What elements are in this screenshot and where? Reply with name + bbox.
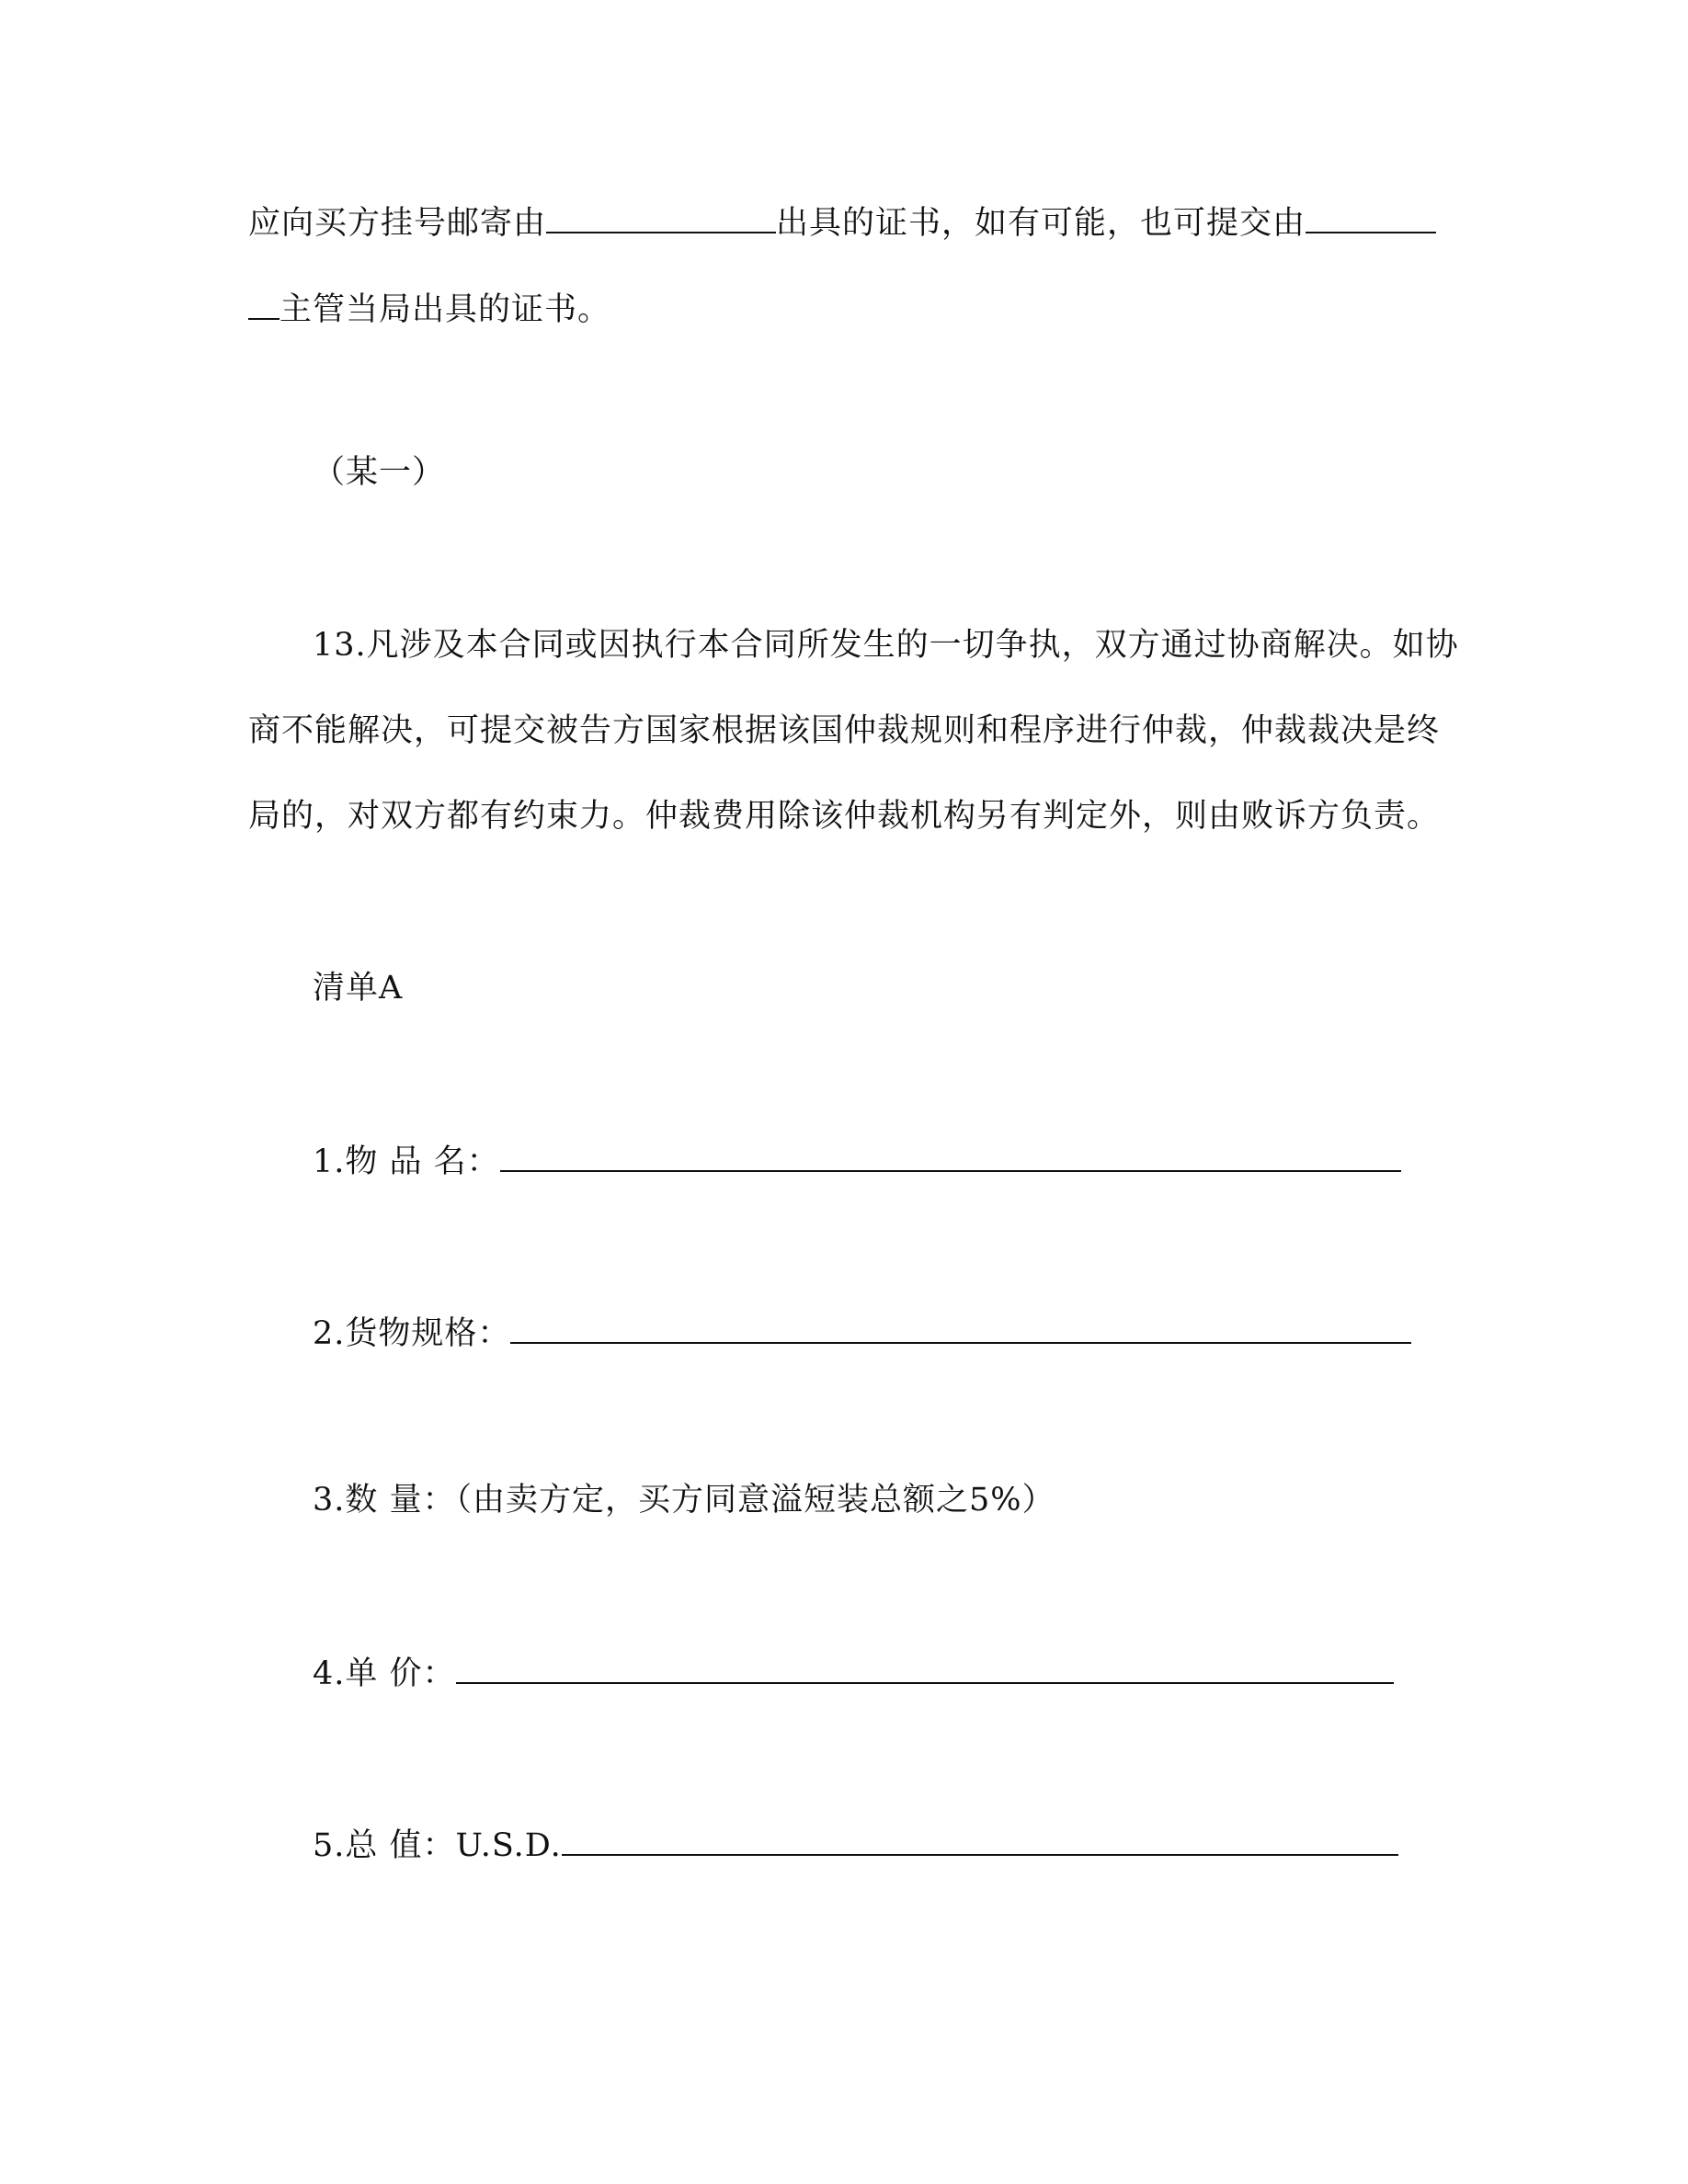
unit-price-label: 4.单 价： [313, 1655, 456, 1692]
product-name-label: 1.物 品 名： [313, 1143, 500, 1180]
unit-price-blank-field[interactable] [456, 1651, 1394, 1684]
clause-13-line-1: 13.凡涉及本合同或因执行本合同所发生的一切争执，双方通过协商解决。如协 [313, 627, 1459, 664]
certificate-paragraph-line-2 [248, 287, 610, 330]
clause-13-line-2: 商不能解决，可提交被告方国家根据该国仲裁规则和程序进行仲裁，仲裁裁决是终 [248, 712, 1441, 749]
specification-label: 2.货物规格： [313, 1315, 511, 1352]
list-item-specification [313, 1311, 1411, 1354]
specification-blank-field[interactable] [510, 1311, 1411, 1344]
list-item-quantity: 3.数 量：（由卖方定，买方同意溢短装总额之5%） [313, 1482, 1055, 1519]
total-value-label: 5.总 值：U.S.D. [313, 1827, 562, 1864]
list-item-product-name [313, 1139, 1401, 1182]
list-title: 清单A [313, 970, 404, 1007]
clause-13-line-3: 局的，对双方都有约束力。仲裁费用除该仲裁机构另有判定外，则由败诉方负责。 [248, 798, 1441, 835]
product-name-blank-field[interactable] [500, 1139, 1401, 1172]
certificate-paragraph-line-1 [248, 200, 1436, 244]
certificate-text-3: 主管当局出具的证书。 [279, 291, 611, 328]
issuer-blank-field[interactable] [546, 200, 776, 233]
authority-blank-field[interactable] [1306, 200, 1436, 233]
list-item-unit-price [313, 1651, 1394, 1694]
authority-blank-field-continued[interactable] [248, 287, 279, 320]
certificate-text-1: 应向买方挂号邮寄由 [248, 205, 547, 242]
certificate-text-2: 出具的证书，如有可能，也可提交由 [776, 205, 1306, 242]
section-heading: （某一） [313, 454, 446, 491]
list-item-total-value [313, 1823, 1398, 1866]
total-value-blank-field[interactable] [562, 1823, 1398, 1856]
